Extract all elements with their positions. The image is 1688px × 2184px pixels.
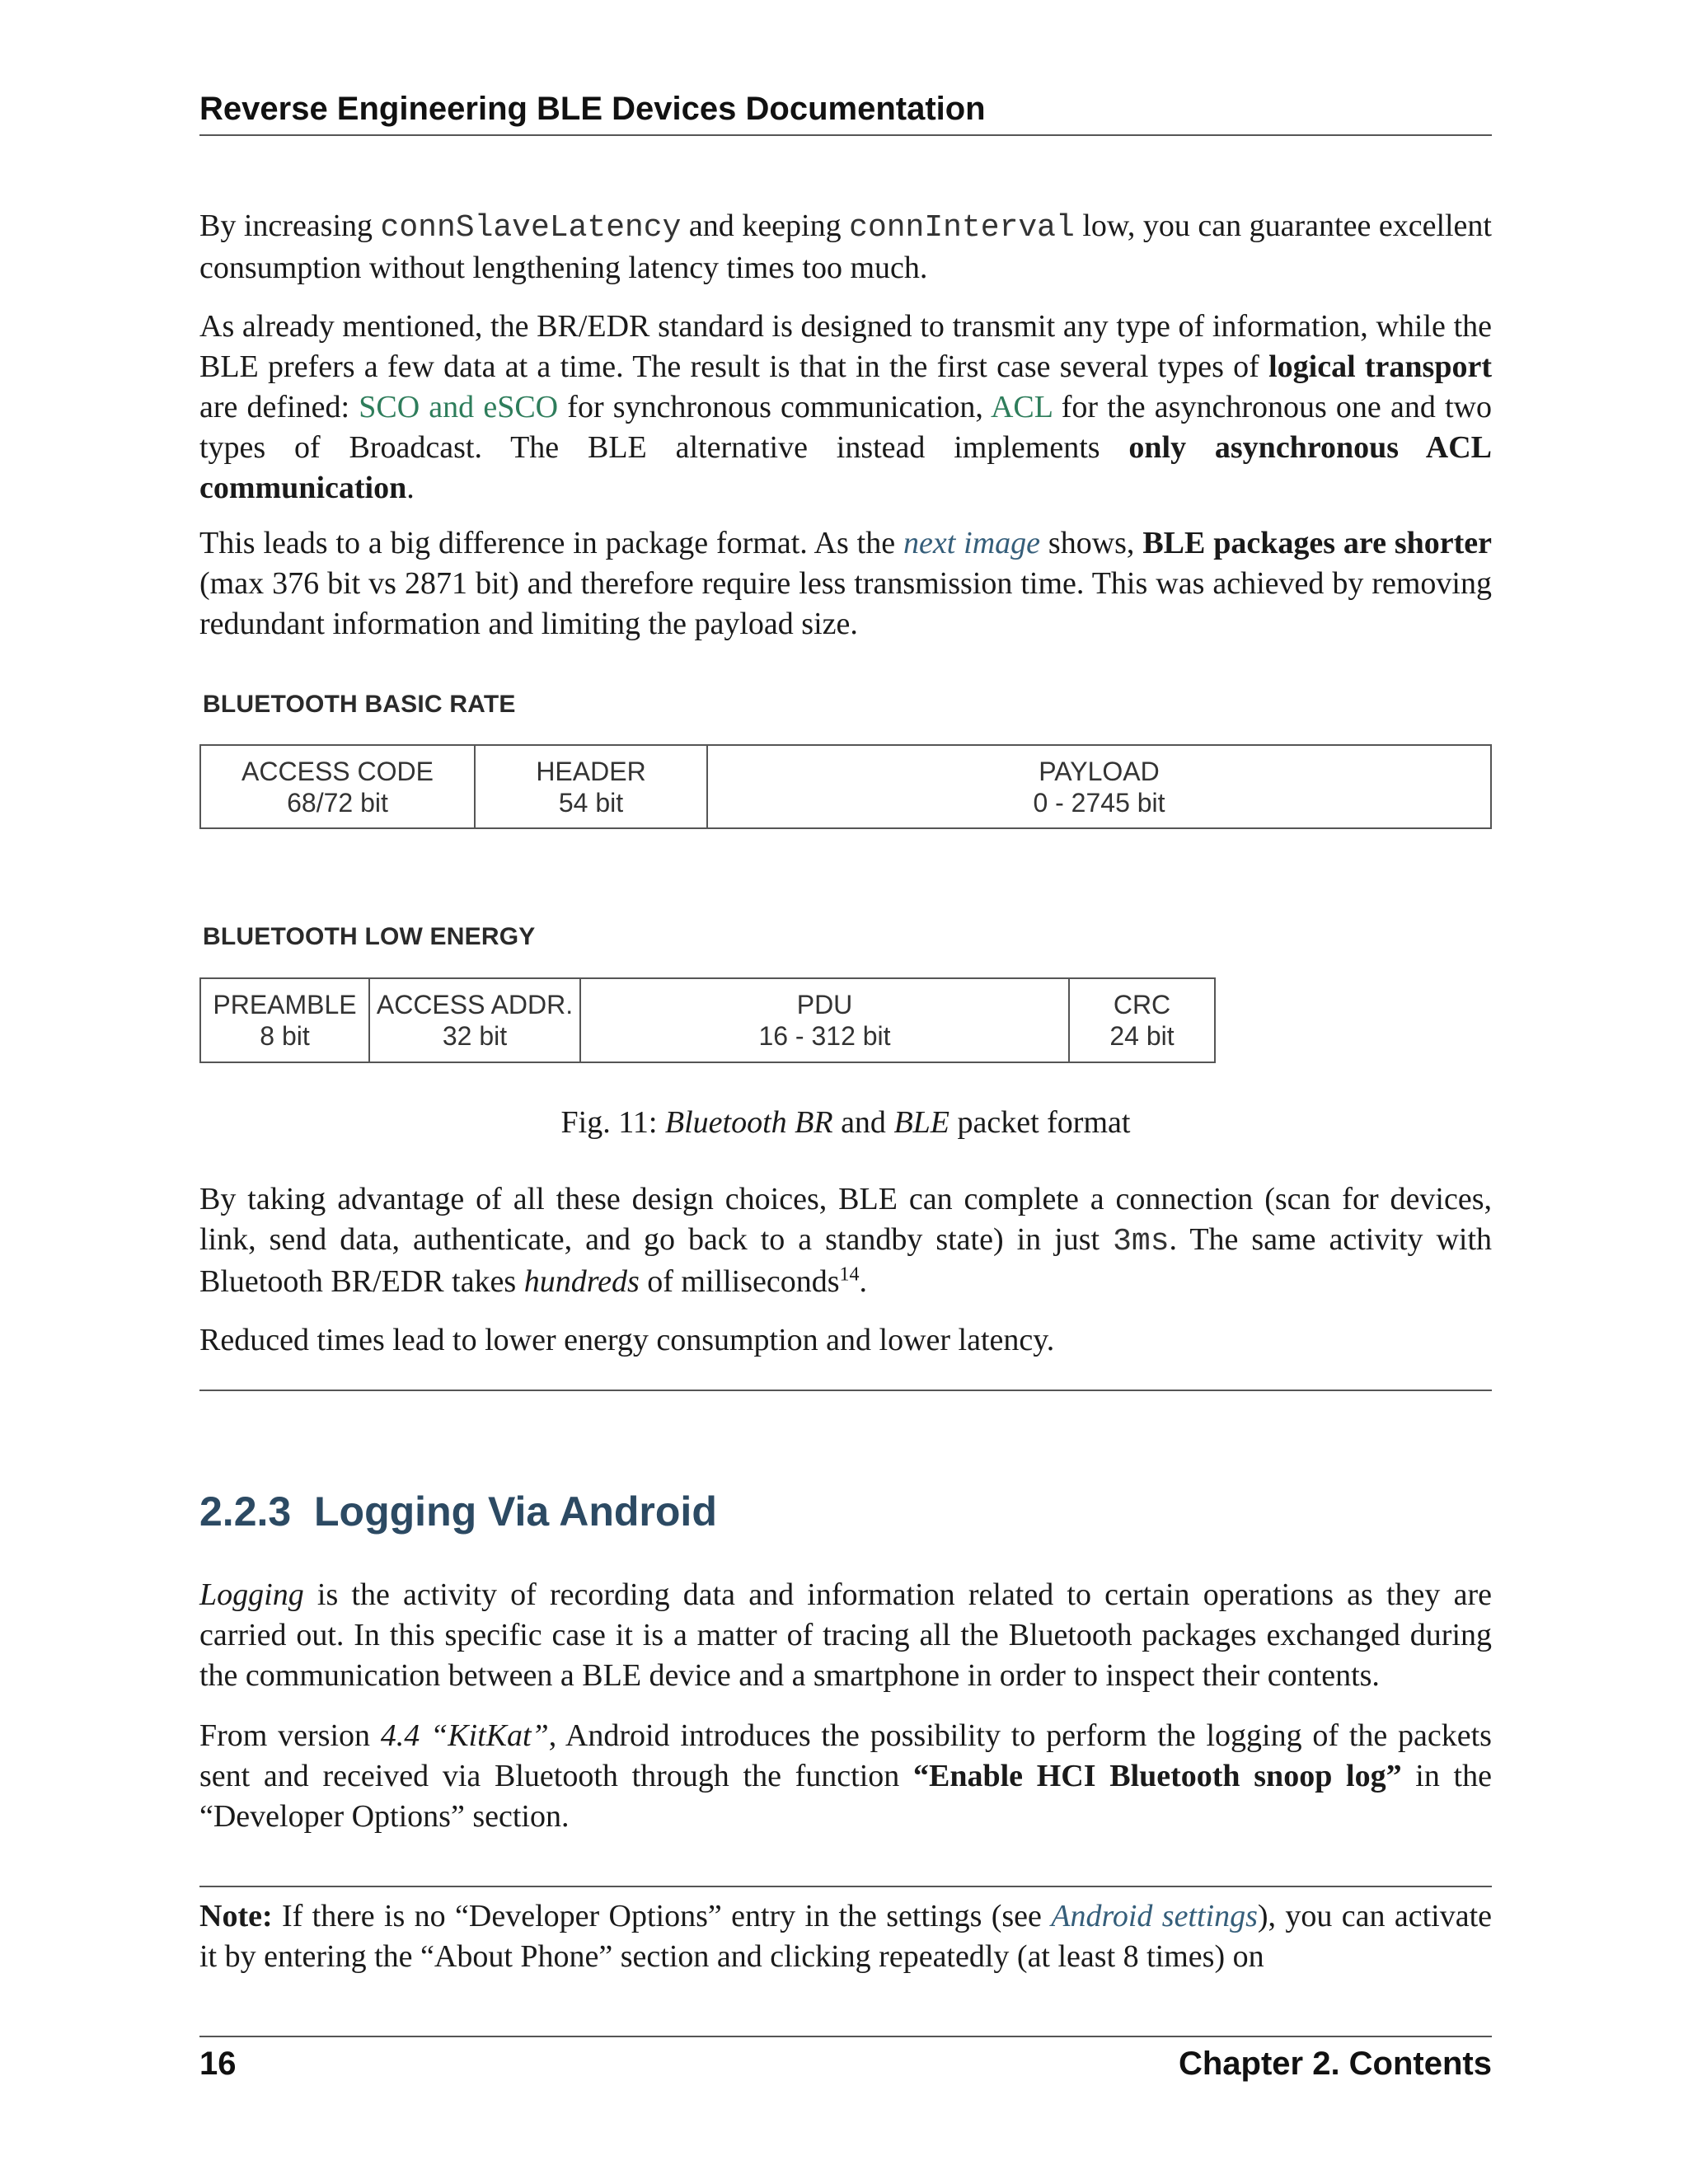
packet-basic-rate (199, 744, 1492, 829)
paragraph-logical-transport: As already mentioned, the BR/EDR standard is designed to transmit any type of information, while the BLE prefers a few data at a time. The result is that in the first case several types of logical transport are defined: SCO and eSCO for synchronous communication, ACL for the asynchronous one and two types of Broadcast. The BLE alternative instead implements only asynchronous ACL communication. (199, 309, 1493, 505)
chapter-title: Chapter 2. Contents (1178, 2046, 1492, 2082)
packet-field: ACCESS CODE 68/72 bit (201, 746, 476, 827)
packet-low-energy (199, 977, 1216, 1063)
code-conn-slave-latency: connSlaveLatency (380, 210, 682, 246)
packet-field: PDU 16 - 312 bit (581, 979, 1070, 1062)
paragraph-logging: Logging is the activity of recording data and information related to certain operations as they are carried out. In this specific case it is a matter of tracing all the Bluetooth packages exchanged during the communication between a BLE device and a smartphone in order to inspect their contents. (199, 1577, 1492, 1693)
paragraph-latency: By increasing connSlaveLatency and keeping connInterval low, you can guarantee excellent consumption without lengthening latency times too much. (199, 209, 1492, 285)
packet-field: ACCESS ADDR. 32 bit (370, 979, 581, 1062)
note-label: Note: (199, 1899, 273, 1933)
section-divider (199, 1390, 1492, 1391)
paragraph-reduced-times: Reduced times lead to lower energy consumption and lower latency. (199, 1323, 1055, 1357)
header-rule (199, 134, 1492, 136)
figure-label-basic-rate: BLUETOOTH BASIC RATE (203, 691, 516, 718)
link-next-image[interactable]: next image (903, 526, 1041, 560)
packet-field: HEADER 54 bit (476, 746, 708, 827)
packet-field: PAYLOAD 0 - 2745 bit (1033, 756, 1165, 818)
packet-field: PREAMBLE 8 bit (201, 979, 370, 1062)
page-number: 16 (199, 2046, 237, 2082)
paragraph-kitkat: From version 4.4 “KitKat”, Android introduces the possibility to perform the logging of the packets sent and received via Bluetooth through the function “Enable HCI Bluetooth snoop log” in the “Developer Options” section. (199, 1718, 1492, 1834)
link-android-settings[interactable]: Android settings (1051, 1899, 1258, 1933)
figure-label-low-energy: BLUETOOTH LOW ENERGY (203, 923, 536, 950)
footnote-ref[interactable]: 14 (839, 1263, 860, 1286)
section-heading: 2.2.3 Logging Via Android (199, 1488, 717, 1535)
link-acl[interactable]: ACL (990, 390, 1053, 424)
footer-rule (199, 2036, 1492, 2037)
paragraph-package-format: This leads to a big difference in package format. As the next image shows, BLE packages are shorter (max 376 bit vs 2871 bit) and therefore require less transmission time. This was achieved by removing redundant information and limiting the payload size. (199, 526, 1493, 641)
paragraph-connection-time: By taking advantage of all these design choices, BLE can complete a connection (scan for devices, link, send data, authenticate, and go back to a standby state) in just 3ms. The same activity with Bluetooth BR/EDR takes hundreds of milliseconds$^{14}$. (199, 1182, 1492, 1299)
note-box: Note: If there is no “Developer Options” entry in the settings (see Android settings), you can activate it by entering the “About Phone” section and clicking repeatedly (at least 8 times) on (199, 1899, 1493, 1974)
link-sco-esco[interactable]: SCO and eSCO (359, 390, 559, 424)
running-header: Reverse Engineering BLE Devices Documentation (199, 91, 986, 127)
figure-caption: Fig. 11: Bluetooth BR and BLE packet format (560, 1105, 1131, 1140)
code-conn-interval: connInterval (849, 210, 1075, 246)
code-3ms: 3ms (1113, 1224, 1170, 1259)
packet-field: CRC 24 bit (1109, 990, 1175, 1051)
note-rule (199, 1886, 1492, 1887)
